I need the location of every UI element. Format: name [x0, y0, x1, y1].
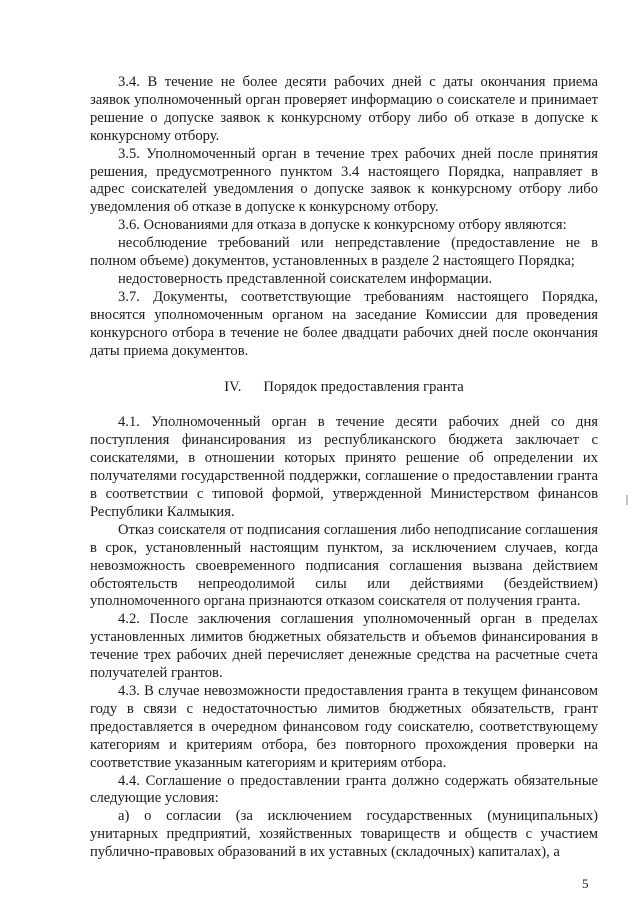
- paragraph-4-4: 4.4. Соглашение о предоставлении гранта должно содержать обязательные следующие условия:: [90, 772, 598, 807]
- paragraph-4-4-a: а) о согласии (за исключением государственных (муниципальных) унитарных предприятий, хозяйственных товариществ и обществ с участием публично-правовых образований в их уставных (складочных) капиталах), а: [90, 808, 598, 861]
- paragraph-3-6: 3.6. Основаниями для отказа в допуске к конкурсному отбору являются:: [118, 217, 567, 234]
- scan-edge-mark: [626, 495, 628, 505]
- paragraph-3-6-item-2: недостоверность представленной соискателем информации.: [118, 270, 493, 287]
- paragraph-3-6-item-1: несоблюдение требований или непредставление (предоставление не в полном объеме) документов, установленных в разделе 2 настоящего Порядка;: [90, 235, 598, 270]
- section-number: IV.: [224, 378, 242, 395]
- paragraph-3-4: 3.4. В течение не более десяти рабочих дней с даты окончания приема заявок уполномоченный орган проверяет информацию о соискателе и принимает решение о допуске заявок к конкурсному отбору либо об отказе в допуске к конкурсному отбору.: [90, 74, 598, 144]
- section-title: Порядок предоставления гранта: [263, 378, 464, 395]
- section-heading: [90, 379, 598, 397]
- paragraph-3-7: 3.7. Документы, соответствующие требованиям настоящего Порядка, вносятся уполномоченным органом на заседание Комиссии для проведения конкурсного отбора в течение не более двадцати рабочих дней после окончания даты приема документов.: [90, 288, 598, 359]
- page-number: 5: [582, 876, 589, 891]
- paragraph-4-3: 4.3. В случае невозможности предоставления гранта в текущем финансовом году в связи с недостаточностью лимитов бюджетных обязательств, грант предоставляется в очередном финансовом году соискателю, соответствующему категориям и критериям отбора, без повторного прохождения проверки на соответствие указанным категориям и критериям отбора.: [90, 683, 598, 771]
- document-body: [90, 74, 598, 862]
- paragraph-3-5: 3.5. Уполномоченный орган в течение трех рабочих дней после принятия решения, предусмотренного пунктом 3.4 настоящего Порядка, направляет в адрес соискателей уведомления о допуске заявок к конкурсному отбору либо уведомления об отказе в допуске к конкурсному отбору.: [90, 145, 598, 216]
- paragraph-4-1: 4.1. Уполномоченный орган в течение десяти рабочих дней со дня поступления финансирования из республиканского бюджета заключает с соискателями, в отношении которых принято решение об определении их получателями государственной поддержки, соглашение о предоставлении гранта в соответствии с типовой формой, утвержденной Министерством финансов Республики Калмыкия.: [90, 414, 598, 520]
- paragraph-4-1-refusal: Отказ соискателя от подписания соглашения либо неподписание соглашения в срок, установленный настоящим пунктом, за исключением случаев, когда невозможность своевременного подписания соглашения вызвана действием обстоятельств непреодолимой силы или действиями (бездействием) уполномоченного органа признаются отказом соискателя от получения гранта.: [90, 521, 598, 610]
- paragraph-4-2: 4.2. После заключения соглашения уполномоченный орган в пределах установленных лимитов бюджетных обязательств и объемов финансирования в течение трех рабочих дней перечисляет денежные средства на расчетные счета получателей грантов.: [90, 611, 598, 682]
